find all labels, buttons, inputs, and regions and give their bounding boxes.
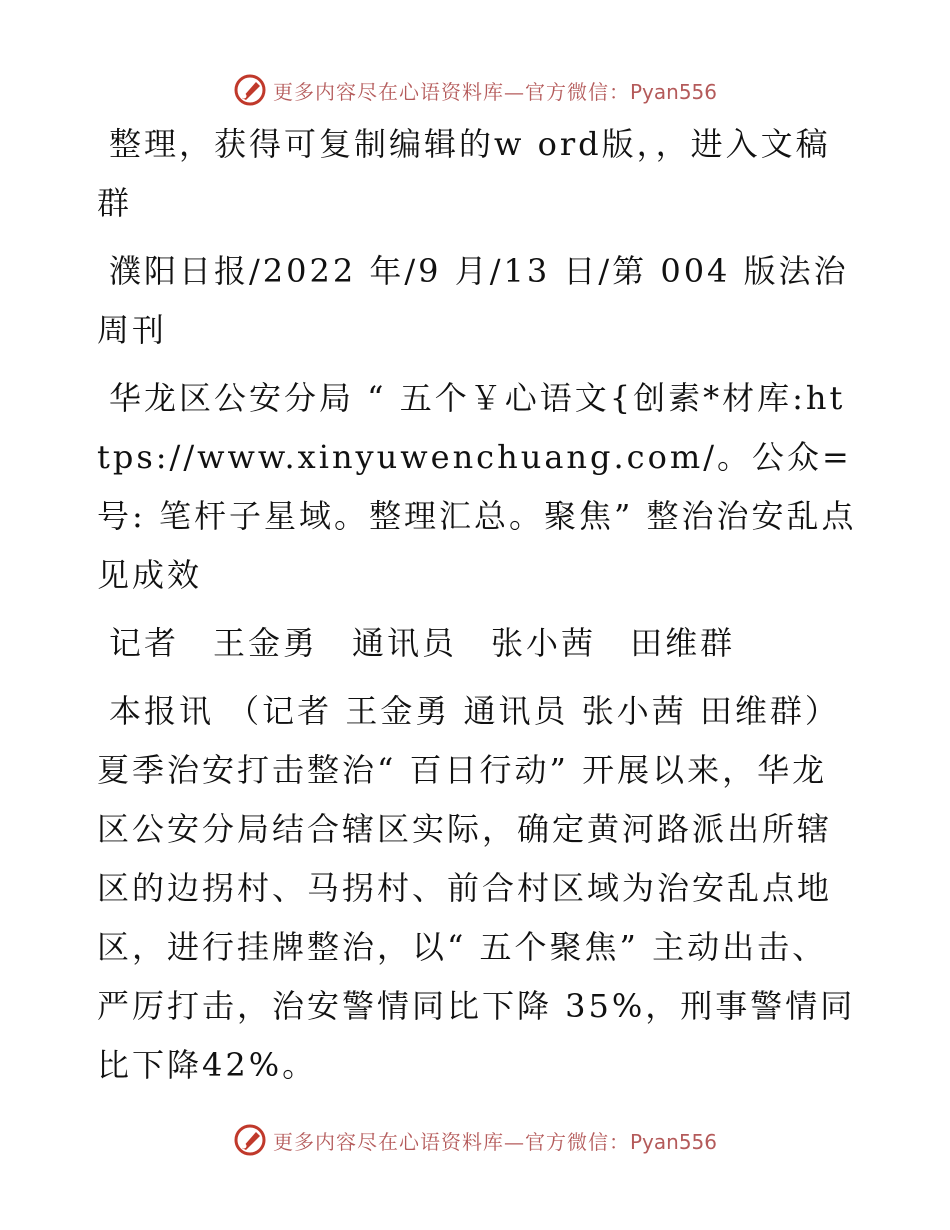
footer-watermark xyxy=(0,1120,950,1160)
pen-logo-icon xyxy=(233,73,267,107)
header-watermark xyxy=(0,70,950,110)
reporter-label: 记者 xyxy=(109,624,180,662)
intro-line: 整理，获得可复制编辑的w ord版，，进入文稿群 xyxy=(97,125,831,222)
correspondent-name-1: 张小茜 xyxy=(491,624,597,662)
correspondent-label: 通讯员 xyxy=(352,624,458,662)
watermark-text xyxy=(273,1126,717,1155)
article-body: 本报讯 （记者 王金勇 通讯员 张小茜 田维群）夏季治安打击整治“ 百日行动” 开展以来，华龙区公安分局结合辖区实际，确定黄河路派出所辖区的边拐村、马拐村、前合村区域为治安乱点地区，进行挂牌整治，以“ 五个聚焦” 主动出击、严厉打击，治安警情同比下降 35%，刑事警情同比下降42%。 xyxy=(97,692,856,1084)
watermark-wechat-id: Pyan556 xyxy=(629,1129,717,1154)
watermark-label: 更多内容尽在心语资料库—官方微信： xyxy=(272,79,630,104)
watermark-label: 更多内容尽在心语资料库—官方微信： xyxy=(272,1129,630,1154)
pen-logo-icon xyxy=(233,1123,267,1157)
watermark-text xyxy=(273,76,717,105)
document-body xyxy=(97,115,857,1104)
byline xyxy=(97,614,857,673)
correspondent-name-2: 田维群 xyxy=(630,624,736,662)
watermark-wechat-id: Pyan556 xyxy=(629,79,717,104)
reporter-name: 王金勇 xyxy=(213,624,319,662)
article-title: 华龙区公安分局 “ 五个￥心语文{创素*材库:https://www.xinyuwenchuang.com/。公众=号: 笔杆子星域。整理汇总。聚焦” 整治治安乱点见成效 xyxy=(97,379,857,594)
source-line: 濮阳日报/2022 年/9 月/13 日/第 004 版法治周刊 xyxy=(97,252,849,349)
